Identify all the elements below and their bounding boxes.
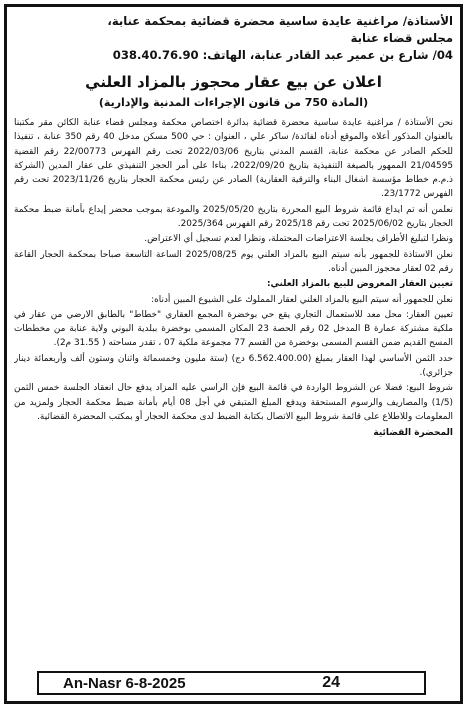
paragraph-property-heading: تعيين العقار المعروض للبيع بالمزاد العلني: [266,279,453,290]
paragraph-property-intro: نعلن للجمهور أنه سيتم البيع بالمزاد العلني لعقار المملوك على الشيوع المبين أدناه: [151,294,453,305]
newspaper-footer [37,671,426,695]
notice-body [14,13,453,667]
paragraph-auction-date: نعلن الاستاذة للجمهور بأنه سيتم البيع بالمزاد العلني يوم 2025/08/25 الساعة التاسعة صباحا بمحكمة الحجار القاعة رقم 02 لعقار محجوز المبين أدناه. [14,249,453,274]
paragraph-base-price: حدد الثمن الأساسي لهذا العقار بمبلغ (6.562.400.00 دج) (ستة مليون وخمسمائة واثنان وستون ألف وأربعمائة دينار جزائري). [14,353,453,379]
notice-title: اعلان عن بيع عقار محجوز بالمزاد العلني [85,73,382,91]
court-name: مجلس قضاء عنابة [350,31,453,45]
paragraph-deposit: نعلمن أنه تم ايداع قائمة شروط البيع المحررة بتاريخ 2025/05/20 والمودعة بموجب محضر إيداع بأمانة ضبط محكمة الحجار بتاريخ 2025/06/02 تحت رقم 2025/18 رقم الفهرس 2025/364. [14,204,453,230]
notice-subtitle: (المادة 750 من قانون الإجراءات المدنية والإدارية) [98,96,369,109]
paragraph-intro: نحن الأستاذة / مراغنية عايدة ساسية محضرة قضائية بدائرة اختصاص محكمة ومجلس قضاء عنابة الكائن مقر مكتبنا بالعنوان المذكور أعلاه والموقع أدناه لفائدة/ ساكر علي ، العنوان : حي 500 مسكن مدخل 40 رقم 350 عنابة ، تنفيذا للحكم الصادر عن محكمة عنابة، القسم المدني بتاريخ 2022/03/06 تحت رقم الفهرس 22/00773 رقم القضية 21/04595 الممهور بالصيغة التنفيذية بتاريخ 2022/09/20، بناءا على أمر الحجز التنفيذي على عقار المدين (الشركة ذ.م.م خطاط مؤسسة اشغال البناء والترقية العقارية) الصادر عن رئيس محكمة الحجار بتاريخ 2023/11/26 تحت رقم الفهرس 23/1772. [14,118,453,200]
paragraph-objections: ونظرا لتبليغ الأطراف بجلسة الاعتراضات المحتملة، ونظرا لعدم تسجيل أي الاعتراض. [144,234,453,245]
signature: المحضرة القضائية [373,428,453,439]
office-address: 04/ شارع بن عمير عبد القادر عنابة، الهاتف: 038.40.76.90 [112,48,453,62]
notice-frame [4,4,463,704]
bailiff-name: الأستاذة/ مراغنية عايدة ساسية محضرة قضائية بمحكمة عنابة، [107,14,453,28]
paragraph-sale-conditions: شروط البيع: فضلا عن الشروط الواردة في قائمة البيع فإن الراسي عليه المزاد يدفع حال انعقاد الجلسة خمس الثمن (1/5) والمصاريف والرسوم المستحقة ويدفع المبلغ المتبقي في أجل 08 أيام بأمانة ضبط محكمة الحجار ولمزيد من المعلومات وللاطلاع على قائمة شروط البيع الاتصال بكتابة الضبط لدى محكمة الحجار أو بمكتب المحضرة القضائية. [14,383,453,422]
publication-date: An-Nasr 6-8-2025 [63,674,186,692]
page-number: 24 [322,674,340,691]
paragraph-property-description: تعيين العقار: محل معد للاستعمال التجاري يقع حي بوخضرة المجمع العقاري "خطاط" بالطابق الارضي من عقار في ملكية مشتركة عمارة B المدخل 02 رقم الحصة 23 المكان المسمى بوخضرة ببلدية البوني ولاية عنابة من مخططات المسح القديم ضمن القسم المسمى بوخضرة من القسم 77 مجموعة ملكية 07 ، تقدر مساحته ( 31.55 م2). [14,309,453,349]
